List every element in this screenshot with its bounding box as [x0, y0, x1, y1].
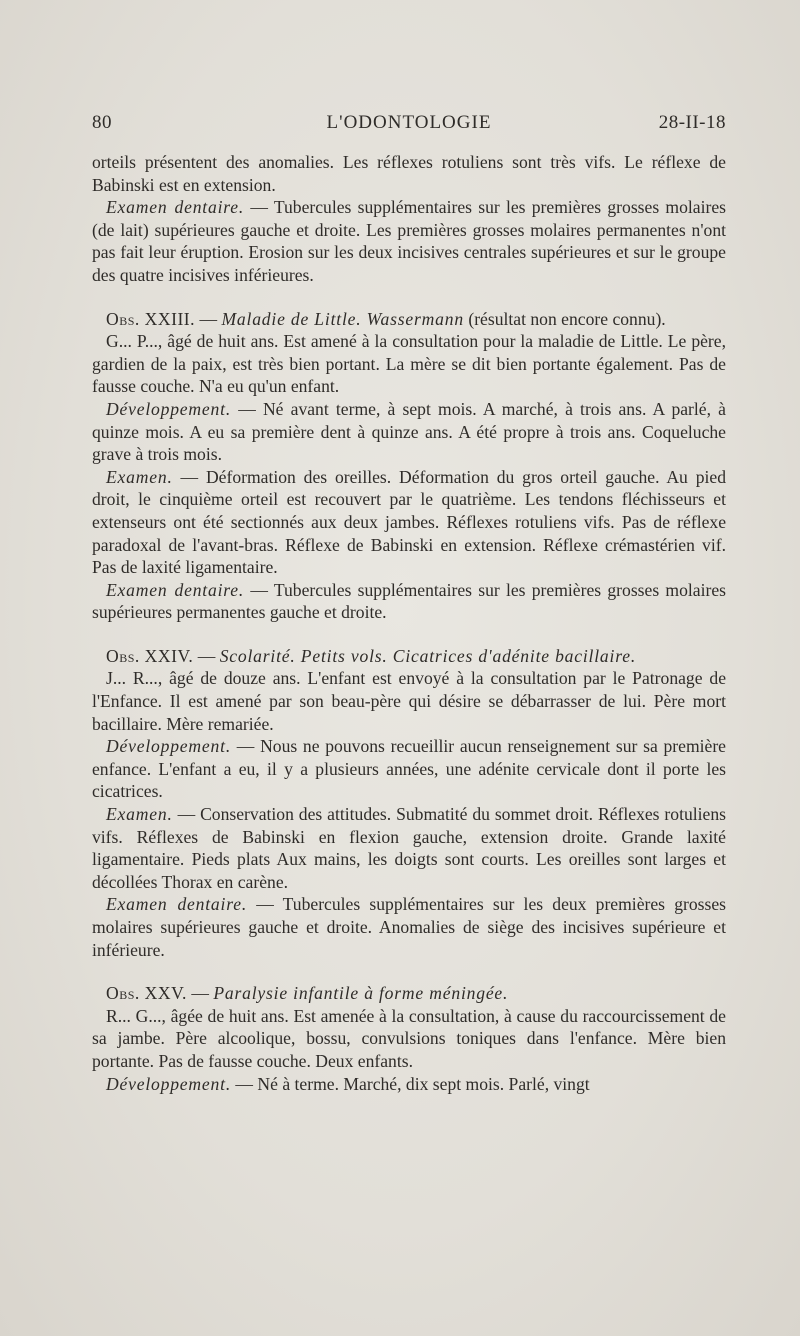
paragraph-developpement [92, 398, 726, 466]
paragraph-developpement [92, 735, 726, 803]
section-label: Examen dentaire. [106, 197, 245, 218]
observation-heading-xxv [92, 982, 726, 1005]
paragraph-examen-dentaire [92, 196, 726, 286]
section-label: Développement. [106, 398, 232, 419]
observation-title: Scolarité. Petits vols. Cicatrices d'adénite bacillaire. [219, 645, 637, 666]
heading-dash: — [195, 308, 222, 329]
paragraph-text: J... R..., âgé de douze ans. L'enfant est envoyé à la consultation par le Patronage de l'Enfance. Il est amené par son beau-père qui désire se débarrasser de lui. Père mort bacillaire. Mère remariée. [92, 668, 726, 734]
paragraph-text: — Tubercules supplémentaires sur les premières grosses molaires (de lait) supérieures gauche et droite. Les premières grosses molaires permanentes n'ont pas fait leur éruption. Erosion sur les deux incisives centrales supérieures et sur le groupe des quatre incisives inférieures. [92, 197, 726, 285]
section-label: Examen. [106, 804, 173, 825]
paragraph-text: — Déformation des oreilles. Déformation du gros orteil gauche. Au pied droit, le cinquième orteil est recouvert par le quatrième. Les tendons fléchisseurs et extenseurs ont été sectionnés aux deux jambes. Réflexes rotuliens vifs. Pas de réflexe paradoxal de l'avant-bras. Réflexe de Babinski en extension. Réflexe crémastérien vif. Pas de laxité ligamentaire. [92, 466, 726, 578]
observation-number: Obs. XXIV. [106, 645, 194, 666]
observation-number: Obs. XXIII. [106, 308, 196, 329]
paragraph-continuation [92, 151, 726, 196]
paragraph-patient [92, 1005, 726, 1073]
paragraph-patient [92, 330, 726, 398]
paragraph-text: — Conservation des attitudes. Submatité du sommet droit. Réflexes rotuliens vifs. Réflexes de Babinski en flexion gauche, extension droite. Grande laxité ligamentaire. Pieds plats Aux mains, les doigts sont courts. Les oreilles sont larges et décollées Thorax en carène. [92, 804, 726, 892]
journal-title: L'ODONTOLOGIE [326, 112, 492, 133]
paragraph-examen-dentaire [92, 893, 726, 961]
page-number: 80 [92, 112, 112, 133]
paragraph-developpement [92, 1073, 726, 1096]
observation-note: (résultat non encore connu). [463, 308, 666, 329]
observation-title: Paralysie infantile à forme méningée. [213, 983, 509, 1004]
observation-title: Maladie de Little. Wassermann [221, 308, 464, 329]
paragraph-patient [92, 667, 726, 735]
paragraph-text: — Tubercules supplémentaires sur les deux premières grosses molaires supérieures gauche et droite. Anomalies de siège des incisives supérieure et inférieure. [92, 894, 726, 960]
observation-heading-xxiii [92, 308, 726, 331]
paragraph-text: R... G..., âgée de huit ans. Est amenée à la consultation, à cause du raccourcissement de sa jambe. Père alcoolique, bossu, convulsions toniques dans l'enfance. Mère bien portante. Pas de fausse couche. Deux enfants. [92, 1005, 726, 1071]
section-label: Développement. [106, 736, 232, 757]
running-header [92, 112, 726, 142]
paragraph-text: — Né avant terme, à sept mois. A marché, à trois ans. A parlé, à quinze mois. A eu sa première dent à quinze ans. A été propre à trois ans. Coqueluche grave à trois mois. [92, 398, 726, 465]
paragraph-examen [92, 466, 726, 579]
paragraph-text: — Né à terme. Marché, dix sept mois. Parlé, vingt [231, 1073, 590, 1094]
section-label: Examen dentaire. [106, 579, 245, 600]
paragraph-text: G... P..., âgé de huit ans. Est amené à la consultation pour la maladie de Little. Le père, gardien de la paix, est très bien portant. La mère se dit bien portante également. Pas de fausse couche. N'a eu qu'un enfant. [92, 331, 726, 397]
paragraph-text: orteils présentent des anomalies. Les réflexes rotuliens sont très vifs. Le réflexe de Babinski est en extension. [92, 152, 726, 195]
paragraph-examen-dentaire [92, 579, 726, 624]
paragraph-text: — Tubercules supplémentaires sur les premières grosses molaires supérieures permanentes gauche et droite. [92, 579, 726, 623]
paragraph-text: — Nous ne pouvons recueillir aucun renseignement sur sa première enfance. L'enfant a eu, il y a plusieurs années, une adénite cervicale dont il porte les cicatrices. [92, 736, 726, 802]
heading-dash: — [186, 983, 214, 1004]
section-label: Développement. [106, 1073, 232, 1094]
observation-number: Obs. XXV. [106, 983, 187, 1004]
observation-heading-xxiv [92, 645, 726, 668]
section-label: Examen. [106, 466, 173, 487]
heading-dash: — [193, 645, 220, 666]
article-body [92, 151, 726, 1095]
issue-date: 28-II-18 [658, 112, 726, 133]
paragraph-examen [92, 803, 726, 893]
section-label: Examen dentaire. [106, 894, 248, 915]
